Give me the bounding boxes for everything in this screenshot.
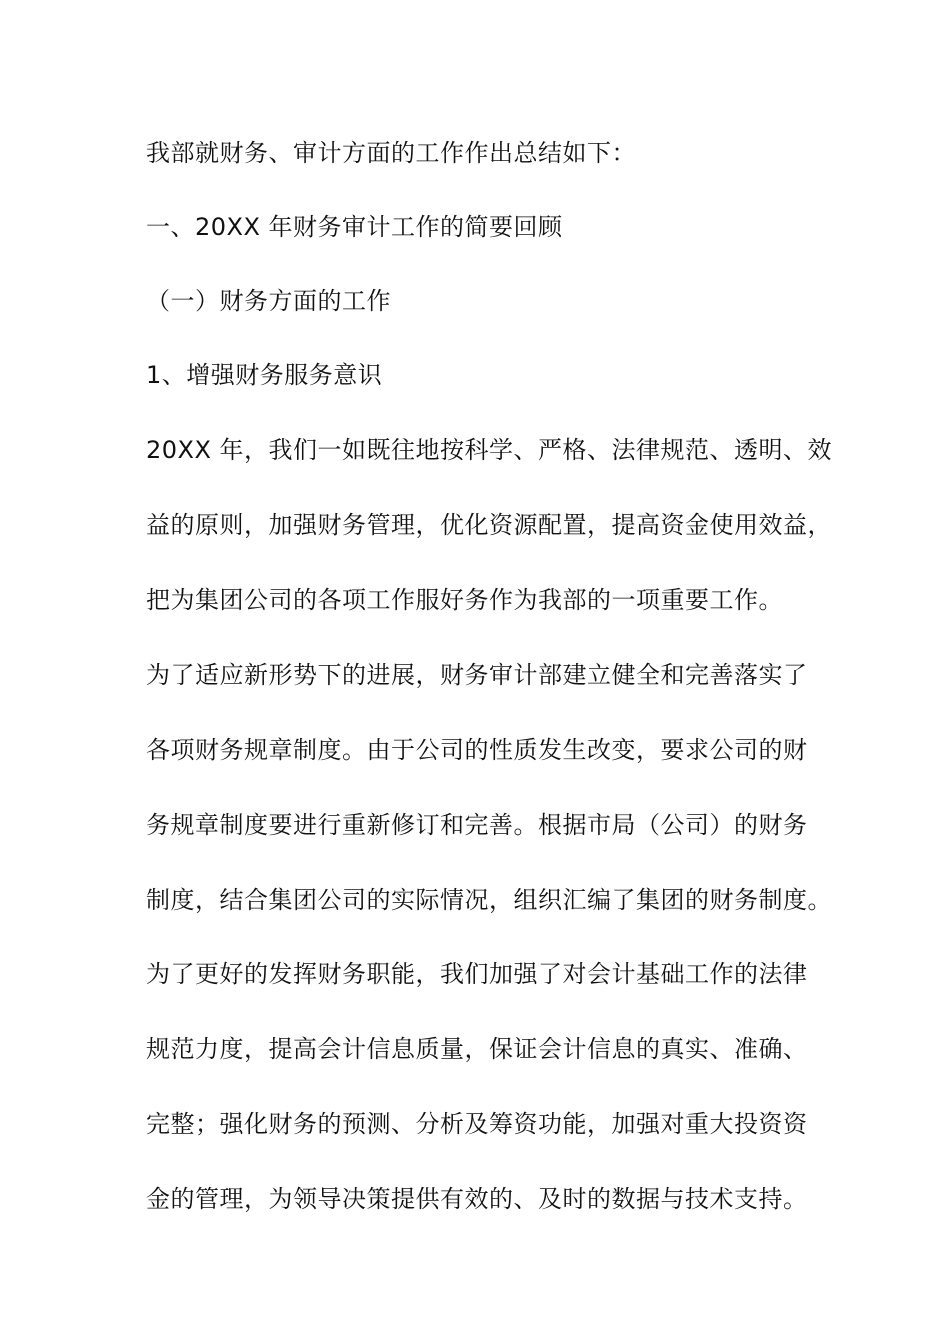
paragraph-line: 为了更好的发挥财务职能，我们加强了对会计基础工作的法律 [146, 960, 808, 988]
paragraph-line: 把为集团公司的各项工作服好务作为我部的一项重要工作。 [146, 586, 783, 614]
item-heading: 1、增强财务服务意识 [146, 361, 383, 389]
paragraph-line: 20XX 年，我们一如既往地按科学、严格、法律规范、透明、效 [146, 436, 833, 464]
paragraph-line: 益的原则，加强财务管理，优化资源配置，提高资金使用效益， [146, 511, 832, 539]
paragraph-line: 各项财务规章制度。由于公司的性质发生改变，要求公司的财 [146, 736, 808, 764]
paragraph-line: 为了适应新形势下的进展，财务审计部建立健全和完善落实了 [146, 661, 808, 689]
paragraph-line: 制度，结合集团公司的实际情况，组织汇编了集团的财务制度。 [146, 886, 832, 914]
summary-intro-line: 我部就财务、审计方面的工作作出总结如下： [146, 139, 636, 167]
paragraph-line: 务规章制度要进行重新修订和完善。根据市局（公司）的财务 [146, 811, 808, 839]
paragraph-line: 金的管理，为领导决策提供有效的、及时的数据与技术支持。 [146, 1185, 808, 1213]
section-heading: 一、20XX 年财务审计工作的简要回顾 [146, 213, 563, 241]
subsection-heading: （一）财务方面的工作 [146, 287, 391, 315]
paragraph-line: 完整；强化财务的预测、分析及筹资功能，加强对重大投资资 [146, 1110, 808, 1138]
paragraph-line: 规范力度，提高会计信息质量，保证会计信息的真实、准确、 [146, 1035, 808, 1063]
